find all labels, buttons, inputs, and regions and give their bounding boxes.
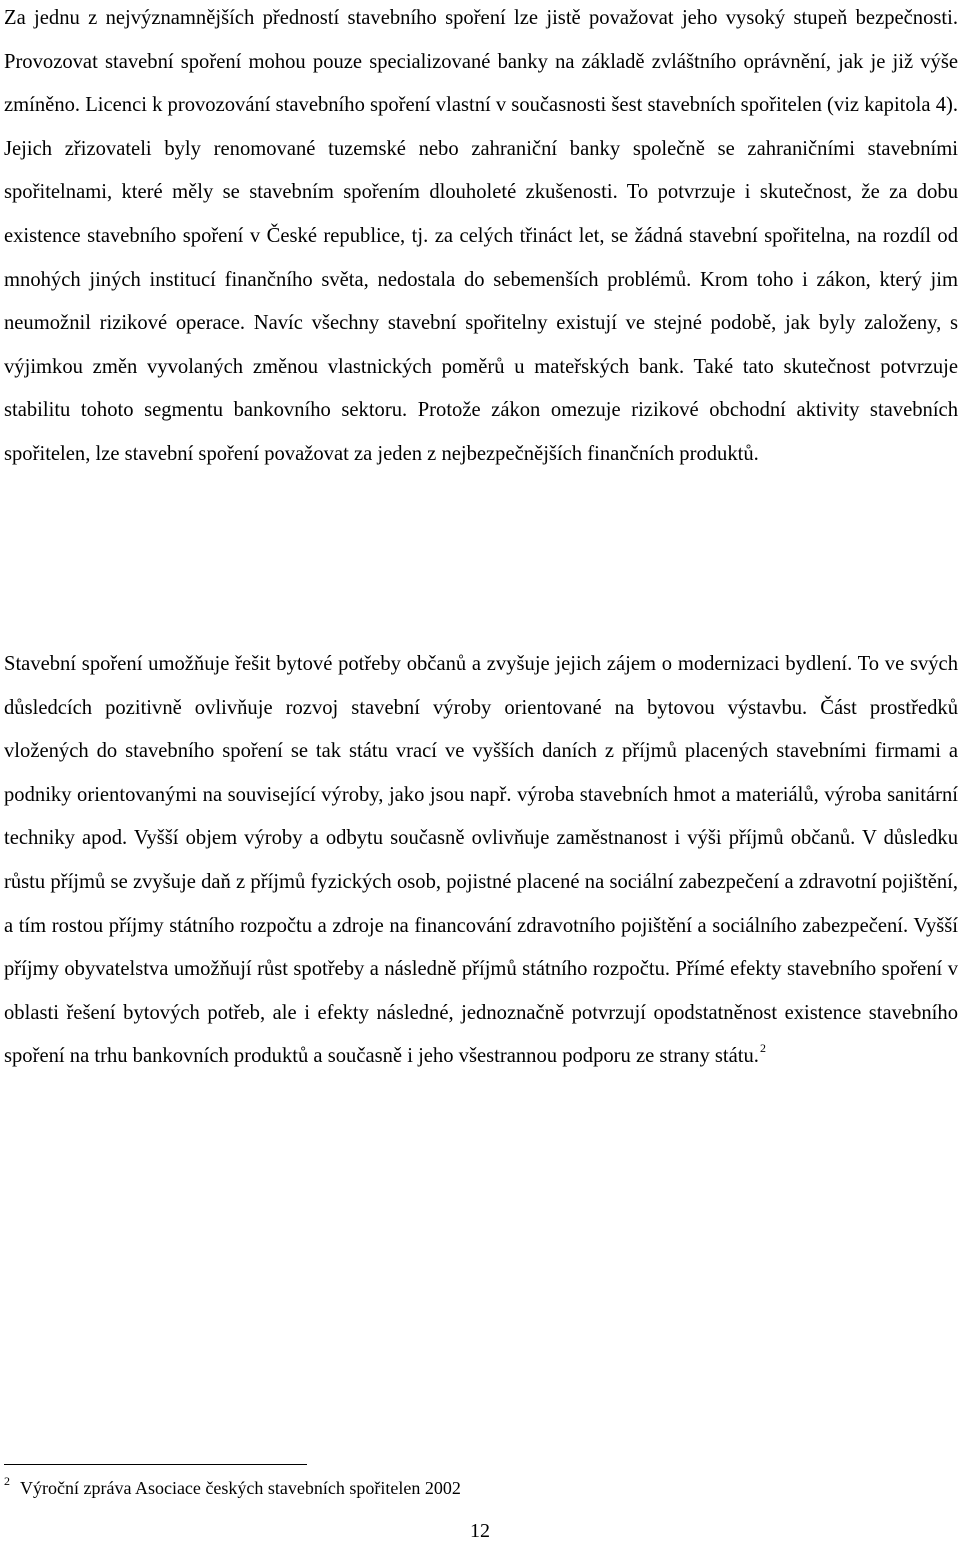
body-paragraph-2-text: Stavební spoření umožňuje řešit bytové potřeby občanů a zvyšuje jejich zájem o modernizaci bydlení. To ve svých důsledcích pozitivně ovlivňuje rozvoj stavební výroby orientované na bytovou výstavbu. Část prostředků vložených do stavebního spoření se tak státu vrací ve vyšších daních z příjmů placených stavebními firmami a podniky orientovanými na související výroby, jako jsou např. výroba stavebních hmot a materiálů, výroba sanitární techniky apod. Vyšší objem výroby a odbytu současně ovlivňuje zaměstnanost i výši příjmů občanů. V důsledku růstu příjmů se zvyšuje daň z příjmů fyzických osob, pojistné placené na sociální zabezpečení a zdravotní pojištění, a tím rostou příjmy státního rozpočtu a zdroje na financování zdravotního pojištění a sociálního zabezpečení. Vyšší příjmy obyvatelstva umožňují růst spotřeby a následně příjmů státního rozpočtu. Přímé efekty stavebního spoření v oblasti řešení bytových potřeb, ale i efekty následné, jednoznačně potvrzují opodstatněnost existence stavebního spoření na trhu bankovních produktů a současně i jeho všestrannou podporu ze strany státu. xyxy=(4,653,958,1068)
footnote-separator xyxy=(4,1464,307,1465)
body-paragraph-1: Za jednu z nejvýznamnějších předností stavebního spoření lze jistě považovat jeho vysoký stupeň bezpečnosti. Provozovat stavební spoření mohou pouze specializované banky na základě zvláštního oprávnění, jak je již výše zmíněno. Licenci k provozování stavebního spoření vlastní v současnosti šest stavebních spořitelen (viz kapitola 4). Jejich zřizovateli byly renomované tuzemské nebo zahraniční banky společně se zahraničními stavebními spořitelnami, které měly se stavebním spořením dlouholeté zkušenosti. To potvrzuje i skutečnost, že za dobu existence stavebního spoření v České republice, tj. za celých třináct let, se žádná stavební spořitelna, na rozdíl od mnohých jiných institucí finančního světa, nedostala do sebemenších problémů. Krom toho i zákon, který jim neumožnil rizikové operace. Navíc všechny stavební spořitelny existují ve stejné podobě, jak byly založeny, s výjimkou změn vyvolaných změnou vlastnických poměrů u mateřských bank. Také tato skutečnost potvrzuje stabilitu tohoto segmentu bankovního sektoru. Protože zákon omezuje rizikové obchodní aktivity stavebních spořitelen, lze stavební spoření považovat za jeden z nejbezpečnějších finančních produktů. xyxy=(4,7,958,465)
footnote-mark: 2 xyxy=(4,1474,10,1488)
footnote-text: Výroční zpráva Asociace českých stavebních spořitelen 2002 xyxy=(20,1478,461,1498)
footnote-reference[interactable]: 2 xyxy=(759,1041,766,1056)
body-paragraph-2 xyxy=(4,643,958,1081)
footnote xyxy=(4,1474,461,1504)
page-number: 12 xyxy=(470,1520,490,1542)
